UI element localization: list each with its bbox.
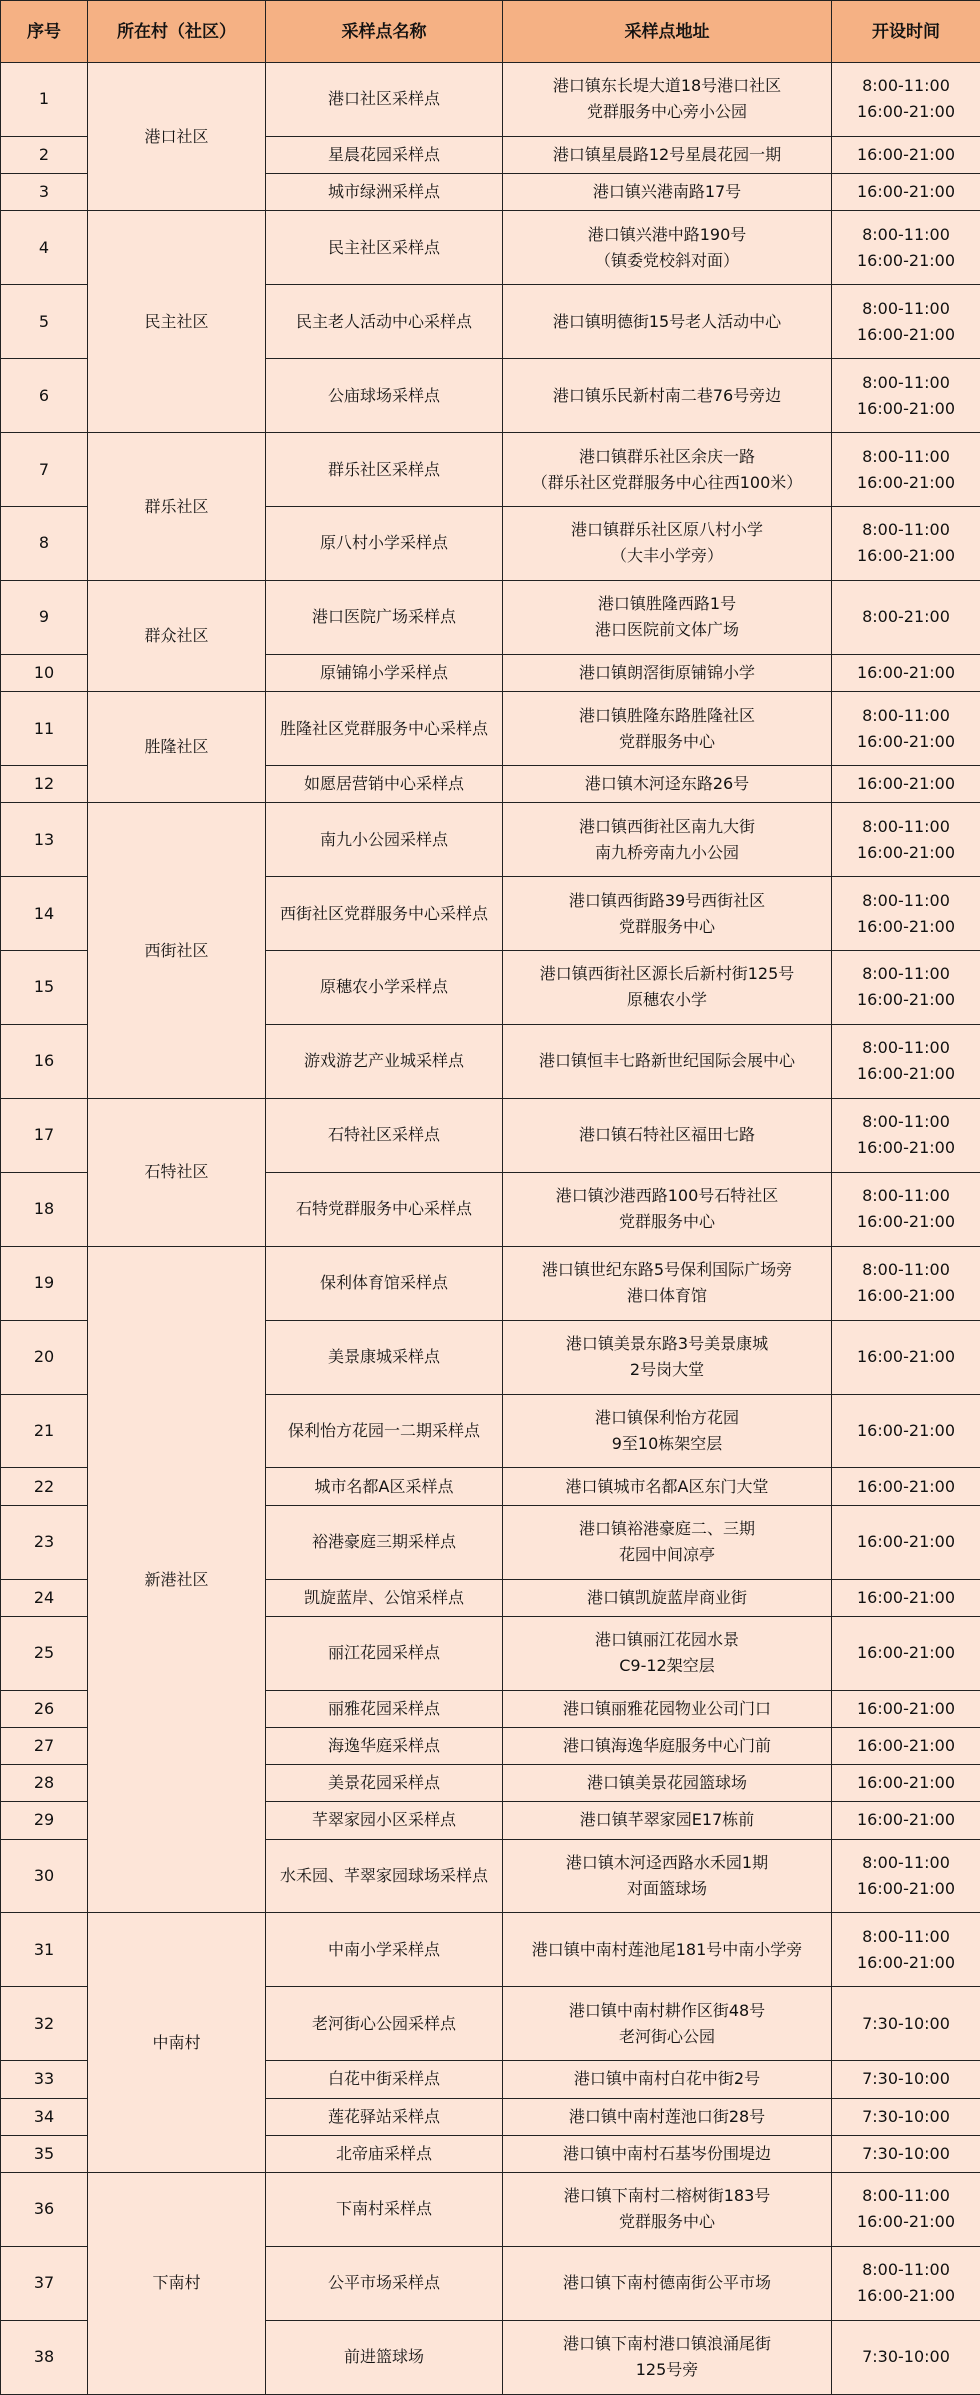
seq-cell: 7: [1, 433, 88, 507]
village-cell: 民主社区: [88, 211, 266, 433]
address-cell: 港口镇群乐社区原八村小学 （大丰小学旁）: [503, 507, 832, 581]
seq-cell: 18: [1, 1172, 88, 1246]
hours-cell: 7:30-10:00: [832, 1987, 980, 2061]
hours-cell: 8:00-11:00 16:00-21:00: [832, 1913, 980, 1987]
hours-cell: 16:00-21:00: [832, 1320, 980, 1394]
hours-cell: 8:00-11:00 16:00-21:00: [832, 2172, 980, 2246]
address-cell: 港口镇恒丰七路新世纪国际会展中心: [503, 1024, 832, 1098]
address-cell: 港口镇下南村二榕树街183号 党群服务中心: [503, 2172, 832, 2246]
hours-cell: 8:00-11:00 16:00-21:00: [832, 507, 980, 581]
address-cell: 港口镇中南村莲池口街28号: [503, 2098, 832, 2135]
seq-cell: 21: [1, 1394, 88, 1468]
seq-cell: 5: [1, 285, 88, 359]
hours-cell: 8:00-11:00 16:00-21:00: [832, 692, 980, 766]
hours-cell: 16:00-21:00: [832, 1690, 980, 1727]
address-cell: 港口镇东长堤大道18号港口社区 党群服务中心旁小公园: [503, 63, 832, 137]
table-row: [1, 2172, 980, 2246]
hours-cell: 8:00-11:00 16:00-21:00: [832, 1172, 980, 1246]
address-cell: 港口镇中南村石基岑份围堤边: [503, 2135, 832, 2172]
address-cell: 港口镇沙港西路100号石特社区 党群服务中心: [503, 1172, 832, 1246]
seq-cell: 1: [1, 63, 88, 137]
hours-cell: 16:00-21:00: [832, 1616, 980, 1690]
table-row: [1, 211, 980, 285]
village-cell: 下南村: [88, 2172, 266, 2394]
hours-cell: 16:00-21:00: [832, 1579, 980, 1616]
hours-cell: 8:00-11:00 16:00-21:00: [832, 63, 980, 137]
address-cell: 港口镇裕港豪庭二、三期 花园中间凉亭: [503, 1505, 832, 1579]
hours-cell: 8:00-11:00 16:00-21:00: [832, 877, 980, 951]
village-cell: 西街社区: [88, 803, 266, 1099]
hours-cell: 8:00-11:00 16:00-21:00: [832, 433, 980, 507]
seq-cell: 10: [1, 654, 88, 691]
header-site-name: 采样点名称: [266, 1, 503, 63]
site-name-cell: 保利怡方花园一二期采样点: [266, 1394, 503, 1468]
address-cell: 港口镇胜隆东路胜隆社区 党群服务中心: [503, 692, 832, 766]
village-cell: 群乐社区: [88, 433, 266, 581]
seq-cell: 37: [1, 2246, 88, 2320]
seq-cell: 36: [1, 2172, 88, 2246]
seq-cell: 2: [1, 136, 88, 173]
site-name-cell: 丽雅花园采样点: [266, 1690, 503, 1727]
hours-cell: 8:00-11:00 16:00-21:00: [832, 2246, 980, 2320]
seq-cell: 20: [1, 1320, 88, 1394]
address-cell: 港口镇中南村白花中街2号: [503, 2061, 832, 2098]
site-name-cell: 如愿居营销中心采样点: [266, 765, 503, 802]
hours-cell: 16:00-21:00: [832, 654, 980, 691]
table-row: [1, 1913, 980, 1987]
seq-cell: 27: [1, 1727, 88, 1764]
site-name-cell: 凯旋蓝岸、公馆采样点: [266, 1579, 503, 1616]
address-cell: 港口镇兴港南路17号: [503, 174, 832, 211]
site-name-cell: 海逸华庭采样点: [266, 1727, 503, 1764]
hours-cell: 7:30-10:00: [832, 2320, 980, 2394]
village-cell: 中南村: [88, 1913, 266, 2172]
seq-cell: 6: [1, 359, 88, 433]
address-cell: 港口镇美景东路3号美景康城 2号岗大堂: [503, 1320, 832, 1394]
hours-cell: 8:00-11:00 16:00-21:00: [832, 285, 980, 359]
address-cell: 港口镇明德街15号老人活动中心: [503, 285, 832, 359]
village-cell: 胜隆社区: [88, 692, 266, 803]
site-name-cell: 民主社区采样点: [266, 211, 503, 285]
site-name-cell: 港口医院广场采样点: [266, 580, 503, 654]
hours-cell: 16:00-21:00: [832, 1765, 980, 1802]
hours-cell: 8:00-21:00: [832, 580, 980, 654]
table-row: [1, 1098, 980, 1172]
table-row: [1, 1246, 980, 1320]
site-name-cell: 北帝庙采样点: [266, 2135, 503, 2172]
address-cell: 港口镇石特社区福田七路: [503, 1098, 832, 1172]
hours-cell: 8:00-11:00 16:00-21:00: [832, 1098, 980, 1172]
address-cell: 港口镇中南村耕作区街48号 老河街心公园: [503, 1987, 832, 2061]
address-cell: 港口镇朗滘街原铺锦小学: [503, 654, 832, 691]
hours-cell: 7:30-10:00: [832, 2098, 980, 2135]
seq-cell: 31: [1, 1913, 88, 1987]
site-name-cell: 中南小学采样点: [266, 1913, 503, 1987]
header-seq: 序号: [1, 1, 88, 63]
site-name-cell: 群乐社区采样点: [266, 433, 503, 507]
site-name-cell: 丽江花园采样点: [266, 1616, 503, 1690]
seq-cell: 23: [1, 1505, 88, 1579]
table-row: [1, 580, 980, 654]
village-cell: 港口社区: [88, 63, 266, 211]
address-cell: 港口镇西街社区南九大街 南九桥旁南九小公园: [503, 803, 832, 877]
seq-cell: 30: [1, 1839, 88, 1913]
address-cell: 港口镇西街路39号西街社区 党群服务中心: [503, 877, 832, 951]
hours-cell: 16:00-21:00: [832, 765, 980, 802]
site-name-cell: 港口社区采样点: [266, 63, 503, 137]
header-village: 所在村（社区）: [88, 1, 266, 63]
address-cell: 港口镇下南村德南街公平市场: [503, 2246, 832, 2320]
address-cell: 港口镇芊翠家园E17栋前: [503, 1802, 832, 1839]
site-name-cell: 美景花园采样点: [266, 1765, 503, 1802]
header-address: 采样点地址: [503, 1, 832, 63]
site-name-cell: 原八村小学采样点: [266, 507, 503, 581]
seq-cell: 3: [1, 174, 88, 211]
seq-cell: 16: [1, 1024, 88, 1098]
site-name-cell: 公平市场采样点: [266, 2246, 503, 2320]
address-cell: 港口镇群乐社区余庆一路 （群乐社区党群服务中心往西100米）: [503, 433, 832, 507]
site-name-cell: 民主老人活动中心采样点: [266, 285, 503, 359]
site-name-cell: 胜隆社区党群服务中心采样点: [266, 692, 503, 766]
village-cell: 新港社区: [88, 1246, 266, 1913]
table-row: [1, 63, 980, 137]
hours-cell: 16:00-21:00: [832, 174, 980, 211]
table-row: [1, 803, 980, 877]
site-name-cell: 原铺锦小学采样点: [266, 654, 503, 691]
site-name-cell: 石特社区采样点: [266, 1098, 503, 1172]
site-name-cell: 前进篮球场: [266, 2320, 503, 2394]
seq-cell: 17: [1, 1098, 88, 1172]
seq-cell: 15: [1, 951, 88, 1025]
seq-cell: 28: [1, 1765, 88, 1802]
seq-cell: 11: [1, 692, 88, 766]
address-cell: 港口镇下南村港口镇浪涌尾街 125号旁: [503, 2320, 832, 2394]
hours-cell: 16:00-21:00: [832, 1727, 980, 1764]
address-cell: 港口镇世纪东路5号保利国际广场旁 港口体育馆: [503, 1246, 832, 1320]
site-name-cell: 游戏游艺产业城采样点: [266, 1024, 503, 1098]
address-cell: 港口镇乐民新村南二巷76号旁边: [503, 359, 832, 433]
seq-cell: 19: [1, 1246, 88, 1320]
address-cell: 港口镇保利怡方花园 9至10栋架空层: [503, 1394, 832, 1468]
address-cell: 港口镇木河迳东路26号: [503, 765, 832, 802]
site-name-cell: 石特党群服务中心采样点: [266, 1172, 503, 1246]
hours-cell: 16:00-21:00: [832, 1505, 980, 1579]
seq-cell: 13: [1, 803, 88, 877]
seq-cell: 29: [1, 1802, 88, 1839]
hours-cell: 16:00-21:00: [832, 1468, 980, 1505]
seq-cell: 12: [1, 765, 88, 802]
site-name-cell: 下南村采样点: [266, 2172, 503, 2246]
seq-cell: 24: [1, 1579, 88, 1616]
site-name-cell: 公庙球场采样点: [266, 359, 503, 433]
address-cell: 港口镇西街社区源长后新村街125号 原穗农小学: [503, 951, 832, 1025]
seq-cell: 8: [1, 507, 88, 581]
seq-cell: 33: [1, 2061, 88, 2098]
village-cell: 石特社区: [88, 1098, 266, 1246]
address-cell: 港口镇胜隆西路1号 港口医院前文体广场: [503, 580, 832, 654]
site-name-cell: 芊翠家园小区采样点: [266, 1802, 503, 1839]
site-name-cell: 星晨花园采样点: [266, 136, 503, 173]
site-name-cell: 老河街心公园采样点: [266, 1987, 503, 2061]
seq-cell: 26: [1, 1690, 88, 1727]
header-hours: 开设时间: [832, 1, 980, 63]
site-name-cell: 保利体育馆采样点: [266, 1246, 503, 1320]
hours-cell: 8:00-11:00 16:00-21:00: [832, 211, 980, 285]
hours-cell: 8:00-11:00 16:00-21:00: [832, 951, 980, 1025]
site-name-cell: 莲花驿站采样点: [266, 2098, 503, 2135]
seq-cell: 34: [1, 2098, 88, 2135]
hours-cell: 8:00-11:00 16:00-21:00: [832, 359, 980, 433]
hours-cell: 16:00-21:00: [832, 1394, 980, 1468]
hours-cell: 7:30-10:00: [832, 2135, 980, 2172]
site-name-cell: 水禾园、芊翠家园球场采样点: [266, 1839, 503, 1913]
address-cell: 港口镇中南村莲池尾181号中南小学旁: [503, 1913, 832, 1987]
site-name-cell: 城市名都A区采样点: [266, 1468, 503, 1505]
address-cell: 港口镇凯旋蓝岸商业街: [503, 1579, 832, 1616]
site-name-cell: 南九小公园采样点: [266, 803, 503, 877]
seq-cell: 35: [1, 2135, 88, 2172]
site-name-cell: 城市绿洲采样点: [266, 174, 503, 211]
site-name-cell: 白花中街采样点: [266, 2061, 503, 2098]
hours-cell: 16:00-21:00: [832, 136, 980, 173]
address-cell: 港口镇星晨路12号星晨花园一期: [503, 136, 832, 173]
hours-cell: 7:30-10:00: [832, 2061, 980, 2098]
seq-cell: 4: [1, 211, 88, 285]
address-cell: 港口镇木河迳西路水禾园1期 对面篮球场: [503, 1839, 832, 1913]
hours-cell: 8:00-11:00 16:00-21:00: [832, 803, 980, 877]
table-body: [1, 63, 980, 2395]
address-cell: 港口镇美景花园篮球场: [503, 1765, 832, 1802]
site-name-cell: 西街社区党群服务中心采样点: [266, 877, 503, 951]
seq-cell: 14: [1, 877, 88, 951]
site-name-cell: 原穗农小学采样点: [266, 951, 503, 1025]
hours-cell: 8:00-11:00 16:00-21:00: [832, 1839, 980, 1913]
seq-cell: 32: [1, 1987, 88, 2061]
table-row: [1, 433, 980, 507]
hours-cell: 8:00-11:00 16:00-21:00: [832, 1024, 980, 1098]
site-name-cell: 裕港豪庭三期采样点: [266, 1505, 503, 1579]
address-cell: 港口镇丽江花园水景 C9-12架空层: [503, 1616, 832, 1690]
hours-cell: 8:00-11:00 16:00-21:00: [832, 1246, 980, 1320]
seq-cell: 38: [1, 2320, 88, 2394]
address-cell: 港口镇海逸华庭服务中心门前: [503, 1727, 832, 1764]
village-cell: 群众社区: [88, 580, 266, 691]
table-row: [1, 692, 980, 766]
seq-cell: 9: [1, 580, 88, 654]
site-name-cell: 美景康城采样点: [266, 1320, 503, 1394]
seq-cell: 22: [1, 1468, 88, 1505]
table-header-row: [1, 1, 980, 63]
address-cell: 港口镇丽雅花园物业公司门口: [503, 1690, 832, 1727]
address-cell: 港口镇城市名都A区东门大堂: [503, 1468, 832, 1505]
hours-cell: 16:00-21:00: [832, 1802, 980, 1839]
seq-cell: 25: [1, 1616, 88, 1690]
address-cell: 港口镇兴港中路190号 （镇委党校斜对面）: [503, 211, 832, 285]
